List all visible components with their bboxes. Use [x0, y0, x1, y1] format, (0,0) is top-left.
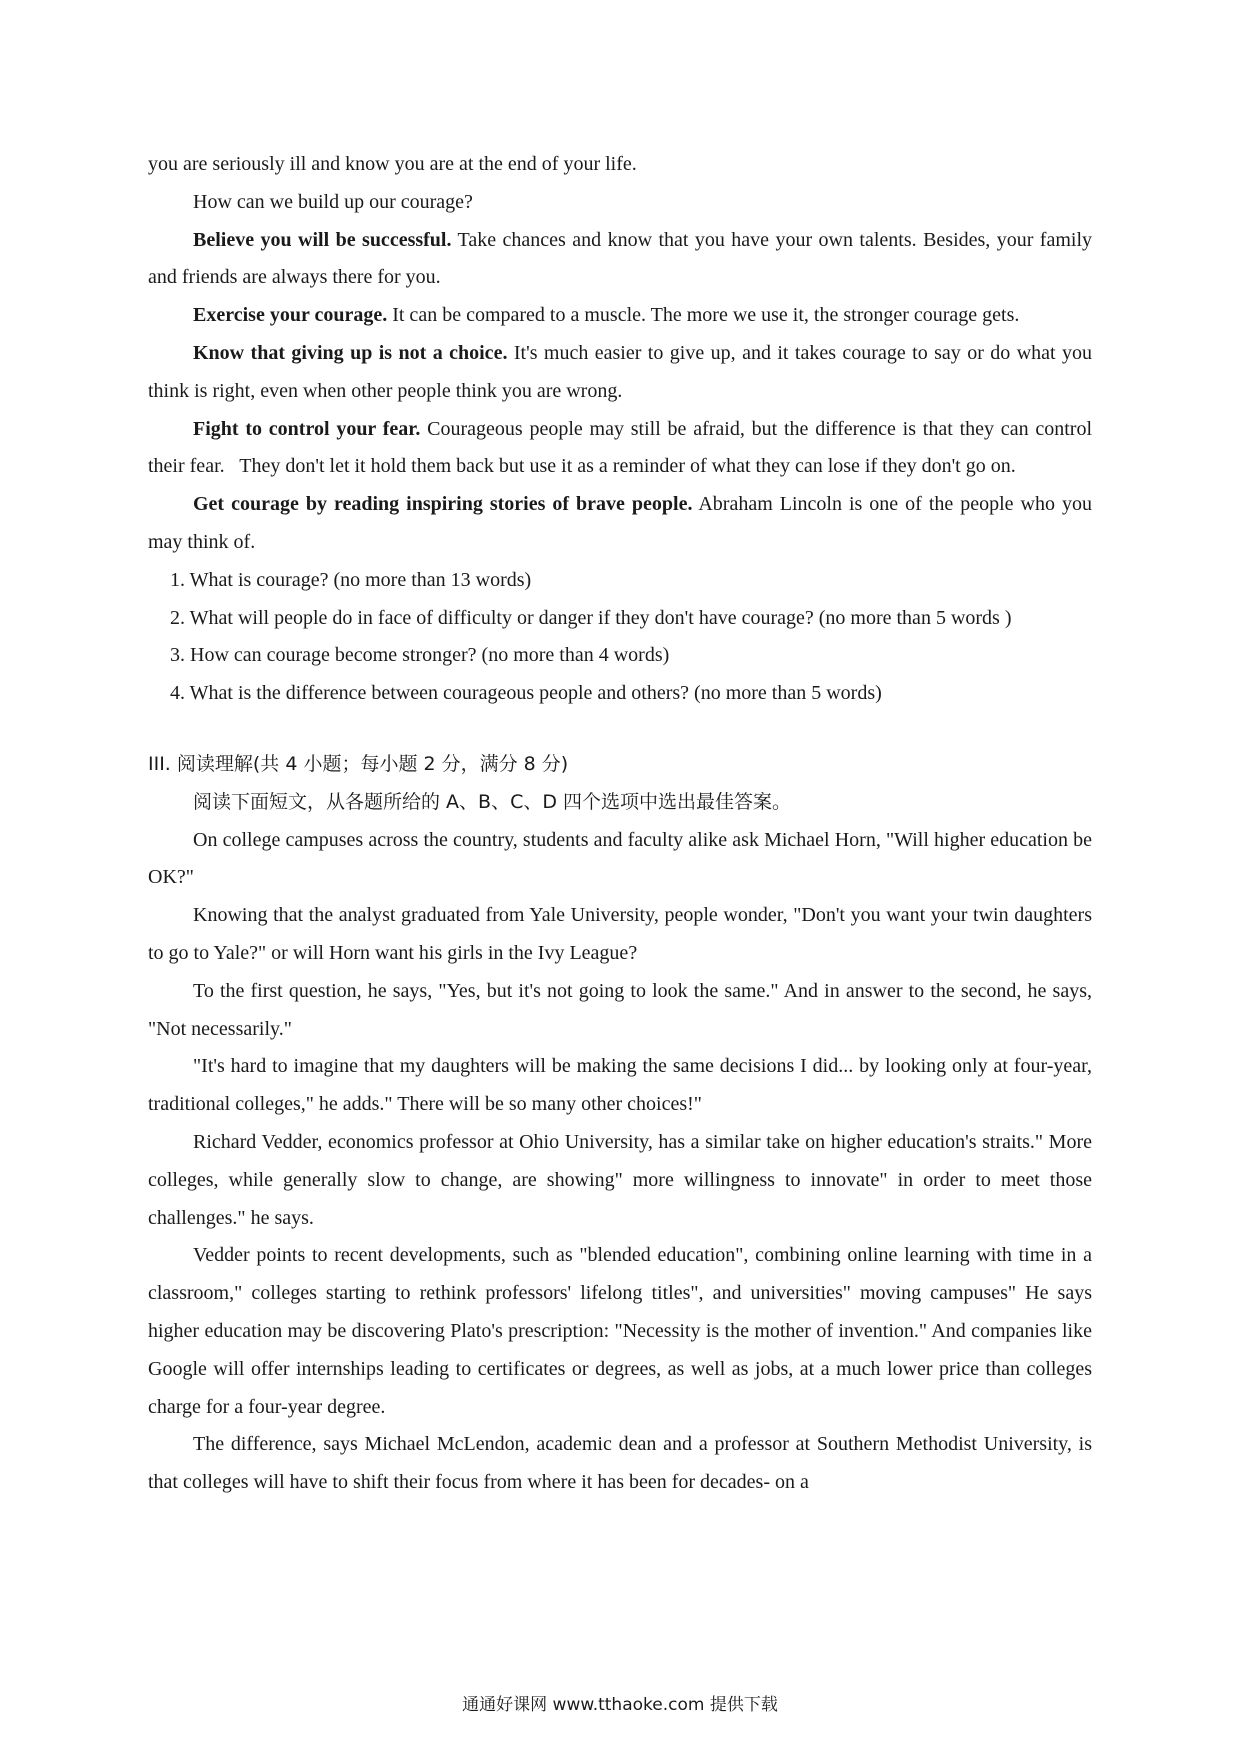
- tip-heading: Get courage by reading inspiring stories of brave people.: [193, 493, 693, 516]
- tip-paragraph: [148, 411, 1092, 487]
- tip-heading: Believe you will be successful.: [193, 228, 452, 251]
- question-item: 4. What is the difference between courageous people and others? (no more than 5 words): [170, 682, 882, 705]
- tip-heading: Know that giving up is not a choice.: [193, 341, 508, 364]
- question-item: 3. How can courage become stronger? (no more than 4 words): [170, 644, 670, 667]
- tip-text: Courageous people may still be afraid, but the difference is that they can control their fear. They don't let it hold them back but use it as a reminder of what they can lose if they don't go on.: [148, 417, 1093, 478]
- page-footer: 通通好课网 www.tthaoke.com 提供下载: [462, 1695, 778, 1715]
- tip-heading: Exercise your courage.: [193, 304, 388, 327]
- tip-paragraph: [148, 222, 1092, 298]
- reading-paragraph: To the first question, he says, "Yes, but it's not going to look the same." And in answer to the second, he says, "Not necessarily.": [148, 979, 1092, 1040]
- passage-question-line: How can we build up our courage?: [193, 190, 473, 213]
- reading-paragraph: On college campuses across the country, students and faculty alike ask Michael Horn, "Will higher education be OK?": [148, 828, 1092, 889]
- reading-paragraph: Vedder points to recent developments, such as "blended education", combining online learning with time in a classroom," colleges starting to rethink professors' lifelong titles", and universities" moving campuses" He says higher education may be discovering Plato's prescription: "Necessity is the mother of invention." And companies like Google will offer internships leading to certificates or degrees, as well as jobs, at a much lower price than colleges charge for a four-year degree.: [148, 1244, 1092, 1418]
- page-content: [148, 146, 1092, 1502]
- section-instruction: 阅读下面短文，从各题所给的 A、B、C、D 四个选项中选出最佳答案。: [193, 790, 792, 813]
- tip-paragraph: [148, 297, 1092, 335]
- section-heading: III. 阅读理解(共 4 小题；每小题 2 分，满分 8 分): [148, 752, 569, 775]
- tip-heading: Fight to control your fear.: [193, 417, 421, 440]
- reading-paragraph: Richard Vedder, economics professor at Ohio University, has a similar take on higher education's straits." More colleges, while generally slow to change, are showing" more willingness to innovate" in order to meet those challenges." he says.: [148, 1130, 1092, 1229]
- tip-paragraph: [148, 486, 1092, 562]
- tip-text: It can be compared to a muscle. The more we use it, the stronger courage gets.: [387, 304, 1020, 327]
- tip-paragraph: [148, 335, 1092, 411]
- passage-text-line: you are seriously ill and know you are at the end of your life.: [148, 153, 637, 175]
- section-gap: [148, 713, 1092, 746]
- tip-text: Abraham Lincoln is one of the people who you may think of.: [148, 493, 1092, 553]
- question-item: 1. What is courage? (no more than 13 words): [170, 568, 532, 591]
- tip-text: Take chances and know that you have your own talents. Besides, your family and friends are always there for you.: [148, 228, 1093, 289]
- reading-paragraph: "It's hard to imagine that my daughters will be making the same decisions I did... by looking only at four-year, traditional colleges," he adds." There will be so many other choices!": [148, 1055, 1092, 1116]
- reading-paragraph: The difference, says Michael McLendon, academic dean and a professor at Southern Methodist University, is that colleges will have to shift their focus from where it has been for decades- on a: [148, 1433, 1092, 1494]
- tip-text: It's much easier to give up, and it takes courage to say or do what you think is right, even when other people think you are wrong.: [148, 341, 1093, 402]
- question-item: 2. What will people do in face of difficulty or danger if they don't have courage? (no more than 5 words ): [170, 606, 1012, 629]
- reading-paragraph: Knowing that the analyst graduated from Yale University, people wonder, "Don't you want your twin daughters to go to Yale?" or will Horn want his girls in the Ivy League?: [148, 904, 1092, 964]
